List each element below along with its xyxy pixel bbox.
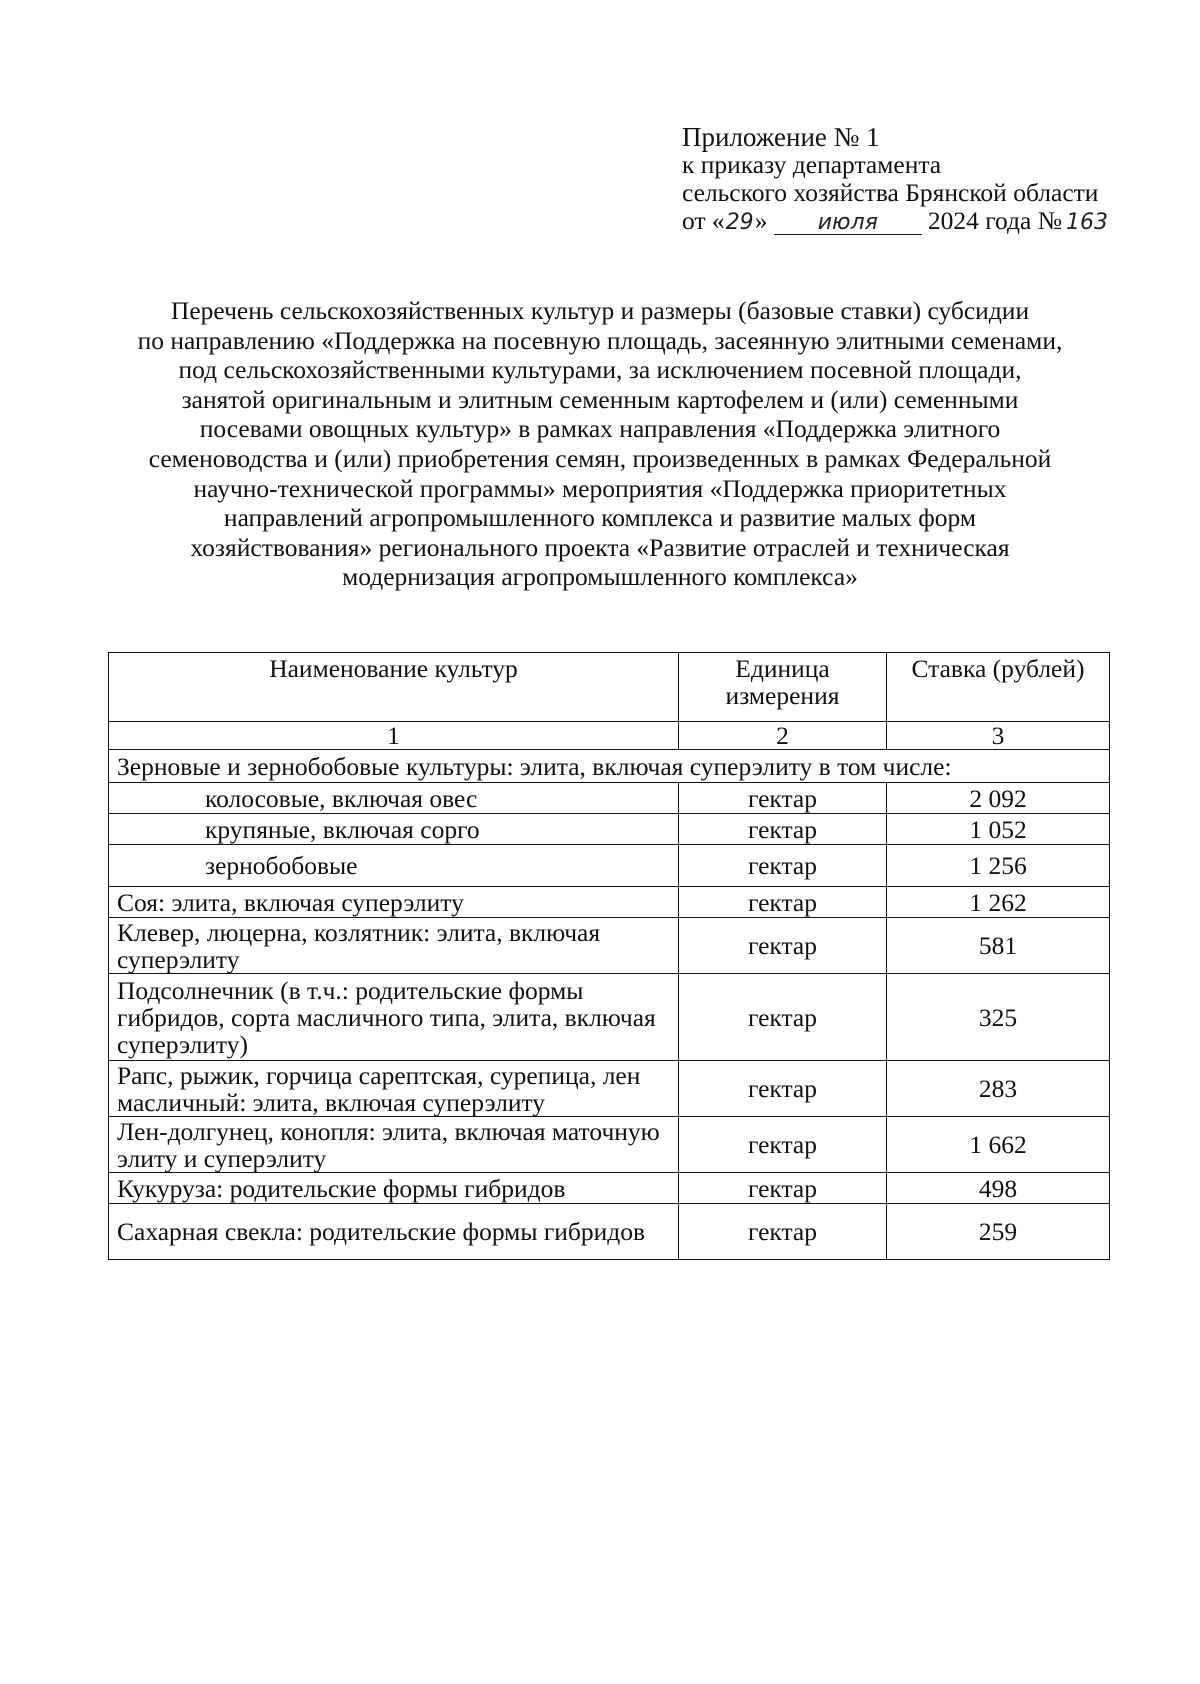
date-prefix: от « [682,206,725,235]
table-row [109,974,1110,1061]
table-row [109,887,1110,918]
department-name: сельского хозяйства Брянской области [682,178,1099,207]
table-row [109,783,1110,814]
rate: 259 [887,1204,1110,1260]
handwritten-day: 29 [725,210,754,235]
rate: 325 [887,974,1110,1061]
crop-name: Соя: элита, включая суперэлиту [109,887,679,918]
crop-name: крупяные, включая сорго [109,814,679,845]
crop-name: колосовые, включая овес [109,783,679,814]
crop-name: Подсолнечник (в т.ч.: родительские формы гибридов, сорта масличного типа, элита, включая суперэлиту) [109,974,679,1061]
unit: гектар [679,1061,887,1117]
appendix-number: Приложение № 1 [682,122,880,152]
rate: 1 256 [887,845,1110,887]
title-line: Перечень сельскохозяйственных культур и размеры (базовые ставки) субсидии [170,296,1030,325]
group-label: Зерновые и зернобобовые культуры: элита, включая суперэлиту в том числе: [109,750,1110,783]
rate: 1 262 [887,887,1110,918]
appendix-header [682,123,1182,237]
header-crop-name: Наименование культур [109,653,679,722]
table-row [109,845,1110,887]
order-date-line [682,207,1182,237]
crop-name: Кукуруза: родительские формы гибридов [109,1173,679,1204]
column-number-row [109,722,1110,750]
crop-name: Лен-долгунец, конопля: элита, включая маточную элиту и суперэлиту [109,1117,679,1173]
order-reference: к приказу департамента [682,150,942,179]
title-line: занятой оригинальным и элитным семенным картофелем и (или) семенными [181,384,1019,414]
table-row [109,1117,1110,1173]
crop-name: Рапс, рыжик, горчица сарептская, сурепица, лен масличный: элита, включая суперэлиту [109,1061,679,1117]
table-row [109,1173,1110,1204]
rate: 1 662 [887,1117,1110,1173]
document-title [100,296,1100,592]
title-line: семеноводства и (или) приобретения семян, произведенных в рамках Федеральной [148,443,1052,473]
unit: гектар [679,1204,887,1260]
unit: гектар [679,783,887,814]
unit: гектар [679,814,887,845]
handwritten-month: июля [774,212,922,235]
rate: 498 [887,1173,1110,1204]
crop-name: Клевер, люцерна, козлятник: элита, включая суперэлиту [109,918,679,974]
title-line: по направлению «Поддержка на посевную площадь, засеянную элитными семенами, [137,325,1063,355]
unit: гектар [679,845,887,887]
table-row [109,814,1110,845]
table-header-row [109,653,1110,722]
rate: 1 052 [887,814,1110,845]
unit: гектар [679,918,887,974]
title-line: направлений агропромышленного комплекса и развитие малых форм [223,503,977,533]
table-row [109,1061,1110,1117]
header-unit: Единица измерения [679,653,887,722]
table-row [109,918,1110,974]
unit: гектар [679,1173,887,1204]
column-number: 3 [887,722,1110,750]
header-rate: Ставка (рублей) [887,653,1110,722]
rate: 283 [887,1061,1110,1117]
unit: гектар [679,1117,887,1173]
unit: гектар [679,887,887,918]
rate: 2 092 [887,783,1110,814]
column-number: 1 [109,722,679,750]
date-quote-close: » [754,206,768,235]
title-line: под сельскохозяйственными культурами, за исключением посевной площади, [178,355,1022,385]
column-number: 2 [679,722,887,750]
title-line: научно-технической программы» мероприятия «Поддержка приоритетных [193,473,1007,503]
group-row [109,750,1110,783]
crop-name: зернобобовые [109,845,679,887]
title-line: модернизация агропромышленного комплекса» [342,562,858,592]
crop-name: Сахарная свекла: родительские формы гибридов [109,1204,679,1260]
unit: гектар [679,974,887,1061]
title-line: хозяйствования» регионального проекта «Развитие отраслей и техническая [190,532,1010,562]
rate: 581 [887,918,1110,974]
handwritten-order-number: 163 [1066,210,1109,235]
subsidy-rates-table [108,652,1110,1260]
table-row [109,1204,1110,1260]
title-line: посевами овощных культур» в рамках направления «Поддержка элитного [199,414,1001,444]
date-year-text: 2024 года № [927,206,1063,235]
